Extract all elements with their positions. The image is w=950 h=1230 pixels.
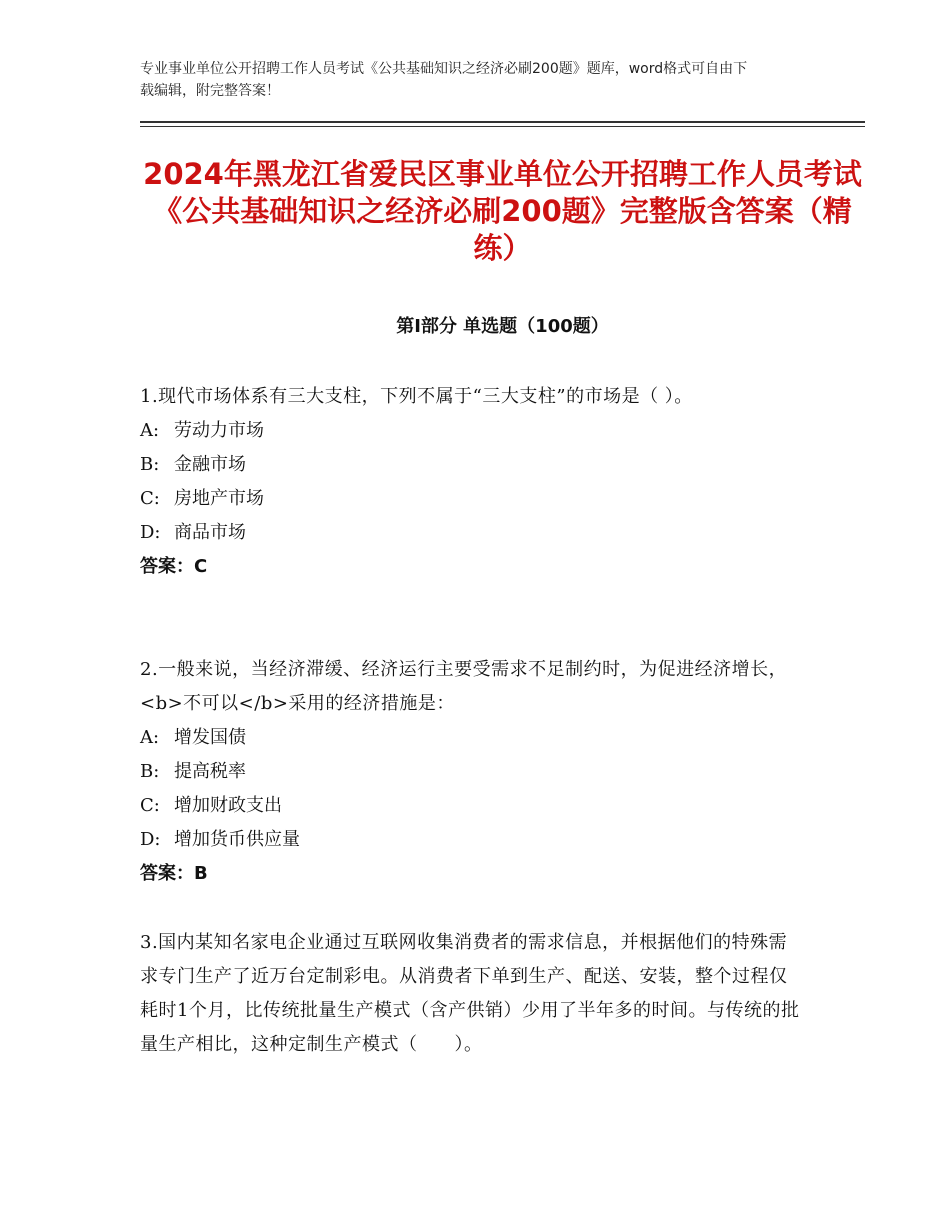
option-key: C: — [140, 488, 160, 509]
question-text: 2.一般来说，当经济滞缓、经济运行主要受需求不足制约时，为促进经济增长，<b>不可以</b>采用的经济措施是： — [140, 659, 788, 714]
option-b — [140, 448, 800, 482]
option-key: C: — [140, 795, 160, 816]
option-key: D: — [140, 829, 161, 850]
option-d — [140, 516, 800, 550]
answer: 答案：C — [140, 556, 208, 577]
option-text: 劳动力市场 — [174, 420, 264, 441]
option-key: A: — [140, 420, 160, 441]
option-text: 房地产市场 — [174, 488, 264, 509]
section-heading: 第Ⅰ部分 单选题（100题） — [396, 316, 609, 337]
option-text: 增加财政支出 — [174, 795, 282, 816]
option-text: 增发国债 — [174, 727, 246, 748]
question-text: 1.现代市场体系有三大支柱，下列不属于“三大支柱”的市场是（ ）。 — [140, 386, 693, 407]
option-key: A: — [140, 727, 160, 748]
question-2 — [140, 653, 800, 891]
option-a — [140, 414, 800, 448]
option-text: 金融市场 — [174, 454, 246, 475]
option-text: 增加货币供应量 — [174, 829, 300, 850]
header-divider-thick — [140, 121, 865, 123]
option-text: 商品市场 — [174, 522, 246, 543]
question-3 — [140, 926, 800, 1062]
option-b — [140, 755, 800, 789]
option-c — [140, 482, 800, 516]
header-divider-thin — [140, 126, 865, 127]
document-title: 2024年黑龙江省爱民区事业单位公开招聘工作人员考试《公共基础知识之经济必刷200题》完整版含答案（精练） — [143, 157, 862, 265]
option-a — [140, 721, 800, 755]
question-text: 3.国内某知名家电企业通过互联网收集消费者的需求信息，并根据他们的特殊需求专门生产了近万台定制彩电。从消费者下单到生产、配送、安装，整个过程仅耗时1个月，比传统批量生产模式（含产供销）少用了半年多的时间。与传统的批量生产相比，这种定制生产模式（ ）。 — [140, 932, 800, 1055]
option-c — [140, 789, 800, 823]
option-key: D: — [140, 522, 161, 543]
option-text: 提高税率 — [174, 761, 246, 782]
question-1 — [140, 380, 800, 584]
header-note: 专业事业单位公开招聘工作人员考试《公共基础知识之经济必刷200题》题库，word格式可自由下载编辑，附完整答案！ — [140, 61, 748, 99]
option-key: B: — [140, 454, 160, 475]
option-key: B: — [140, 761, 160, 782]
answer: 答案：B — [140, 863, 208, 884]
option-d — [140, 823, 800, 857]
